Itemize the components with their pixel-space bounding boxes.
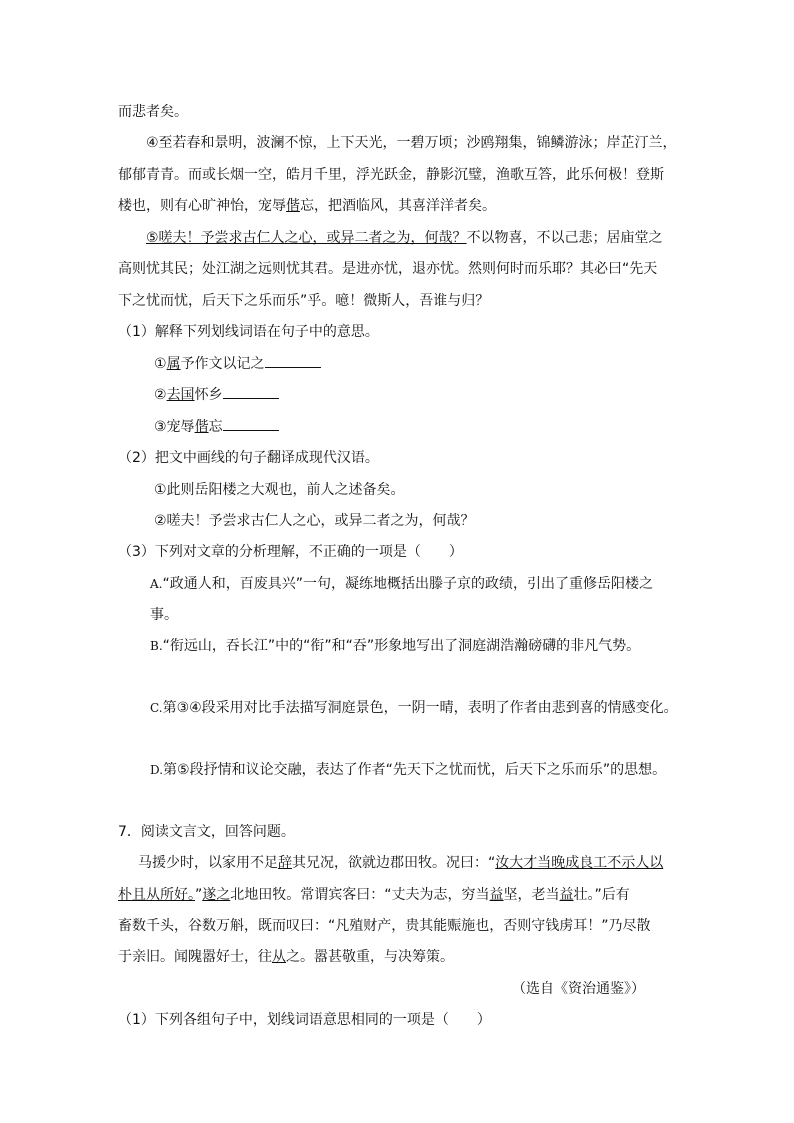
passage-text: 其兄况，欲就边郡田牧。况曰：“ (292, 855, 496, 871)
paragraph-text: 忘，把酒临风，其喜洋洋者矣。 (300, 198, 496, 214)
paragraph-4-line-3 (118, 197, 496, 215)
paragraph-4-line-2 (118, 166, 664, 184)
question-text: （1）下列各组句子中，划线词语意思相同的一项是（ ） (118, 1012, 491, 1028)
underlined-word: 属 (166, 356, 181, 372)
passage-text: 坚，老当 (503, 887, 560, 903)
item-text: ①此则岳阳楼之大观也，前人之述备矣。 (154, 482, 405, 498)
underlined-word: 益 (559, 887, 574, 903)
question-7-sub-1 (118, 1011, 491, 1029)
paragraph-3-tail (118, 103, 188, 121)
passage-text: 壮。”后有 (573, 887, 630, 903)
option-label: A. (150, 577, 163, 591)
item-text: ②嗟夫！予尝求古仁人之心，或异二者之为，何哉？ (154, 513, 475, 529)
source-text: （选自《资治通鉴》） (512, 981, 645, 997)
item-text: ② (154, 387, 167, 403)
option-c[interactable] (150, 699, 678, 717)
underlined-sentence: 朴且从所好。 (118, 887, 195, 903)
underlined-word: 去国 (166, 387, 195, 403)
option-d[interactable] (150, 761, 666, 779)
question-1-title (118, 323, 379, 341)
underlined-word: 从 (272, 949, 286, 965)
passage-line-2 (118, 886, 630, 904)
answer-blank[interactable] (223, 418, 279, 431)
passage-line-3 (118, 917, 651, 935)
option-a-line-1[interactable] (150, 575, 653, 593)
paragraph-4-line-1 (146, 134, 677, 152)
question-2-title (118, 449, 379, 467)
paragraph-text: ④至若春和景明，波澜不惊，上下天光，一碧万顷；沙鸥翔集，锦鳞游泳；岸芷汀兰， (146, 135, 677, 151)
question-text: 7．阅读文言文，回答问题。 (118, 824, 295, 840)
paragraph-5-line-2 (118, 260, 657, 278)
question-1-item-1 (154, 355, 321, 373)
answer-blank[interactable] (265, 355, 321, 368)
passage-text: ” (195, 887, 203, 903)
option-text: 第⑤段抒情和议论交融，表达了作者“先天下之忧而忧，后天下之乐而乐”的思想。 (163, 762, 667, 778)
option-a-line-2 (150, 606, 178, 624)
item-text: 予作文以记之 (180, 356, 265, 372)
passage-line-4 (118, 948, 454, 966)
passage-text: 马援少时，以家用不足 (138, 855, 278, 871)
question-1-item-3 (154, 418, 279, 436)
underlined-word: 益 (489, 887, 504, 903)
underlined-word: 偕 (286, 198, 300, 214)
question-2-item-2 (154, 512, 475, 530)
option-text: 事。 (150, 607, 178, 623)
option-b[interactable] (150, 637, 640, 655)
item-text: 怀乡 (194, 387, 223, 403)
passage-text: 于亲旧。闻隗嚣好士，往 (118, 949, 272, 965)
option-text: 第③④段采用对比手法描写洞庭景色，一阴一晴，表明了作者由悲到喜的情感变化。 (162, 700, 678, 716)
underlined-sentence: 汝大才当晚成良工不示人以 (495, 855, 664, 871)
paragraph-text: 而悲者矣。 (118, 104, 188, 120)
paragraph-5-line-1 (146, 229, 663, 247)
item-text: ① (154, 356, 167, 372)
paragraph-text: 楼也，则有心旷神怡，宠辱 (118, 198, 286, 214)
item-text: 忘 (208, 419, 223, 435)
answer-blank[interactable] (223, 386, 279, 399)
passage-text: 畜数千头，谷数万斛，既而叹曰：“凡殖财产，贵其能赈施也，否则守钱虏耳！”乃尽散 (118, 918, 651, 934)
paragraph-5-line-3 (118, 292, 489, 310)
question-1-item-2 (154, 386, 279, 404)
passage-line-1 (138, 854, 663, 872)
underlined-word: 辞 (278, 855, 292, 871)
paragraph-text: 郁郁青青。而或长烟一空，皓月千里，浮光跃金，静影沉璧，渔歌互答，此乐何极！登斯 (118, 167, 664, 183)
option-text: “政通人和，百废具兴”一句，凝练地概括出滕子京的政绩，引出了重修岳阳楼之 (162, 576, 653, 592)
question-text: （1）解释下列划线词语在句子中的意思。 (118, 324, 379, 340)
option-label: D. (150, 763, 164, 777)
source-citation (512, 980, 645, 998)
underlined-sentence: ⑤嗟夫！予尝求古仁人之心，或异二者之为，何哉？ (146, 230, 467, 246)
question-text: （2）把文中画线的句子翻译成现代汉语。 (118, 450, 379, 466)
option-label: B. (150, 639, 163, 653)
question-3-title (118, 543, 463, 561)
option-label: C. (150, 701, 163, 715)
underlined-word: 遂之 (202, 887, 231, 903)
question-7-title (118, 823, 295, 841)
paragraph-text: 高则忧其民；处江湖之远则忧其君。是进亦忧，退亦忧。然则何时而乐耶？其必曰“先天 (118, 261, 658, 277)
underlined-word: 偕 (194, 419, 209, 435)
question-2-item-1 (154, 481, 405, 499)
passage-text: 北地田牧。常谓宾客曰：“丈夫为志，穷当 (230, 887, 490, 903)
paragraph-text: 下之忧而忧，后天下之乐而乐”乎。噫！微斯人，吾谁与归？ (118, 293, 490, 309)
paragraph-text: 不以物喜，不以己悲；居庙堂之 (466, 230, 663, 246)
option-text: “衔远山，吞长江”中的“衔”和“吞”形象地写出了洞庭湖浩瀚磅礴的非凡气势。 (162, 638, 641, 654)
passage-text: 之。嚣甚敬重，与决筹策。 (286, 949, 454, 965)
item-text: ③宠辱 (154, 419, 195, 435)
question-text: （3）下列对文章的分析理解，不正确的一项是（ ） (118, 544, 463, 560)
